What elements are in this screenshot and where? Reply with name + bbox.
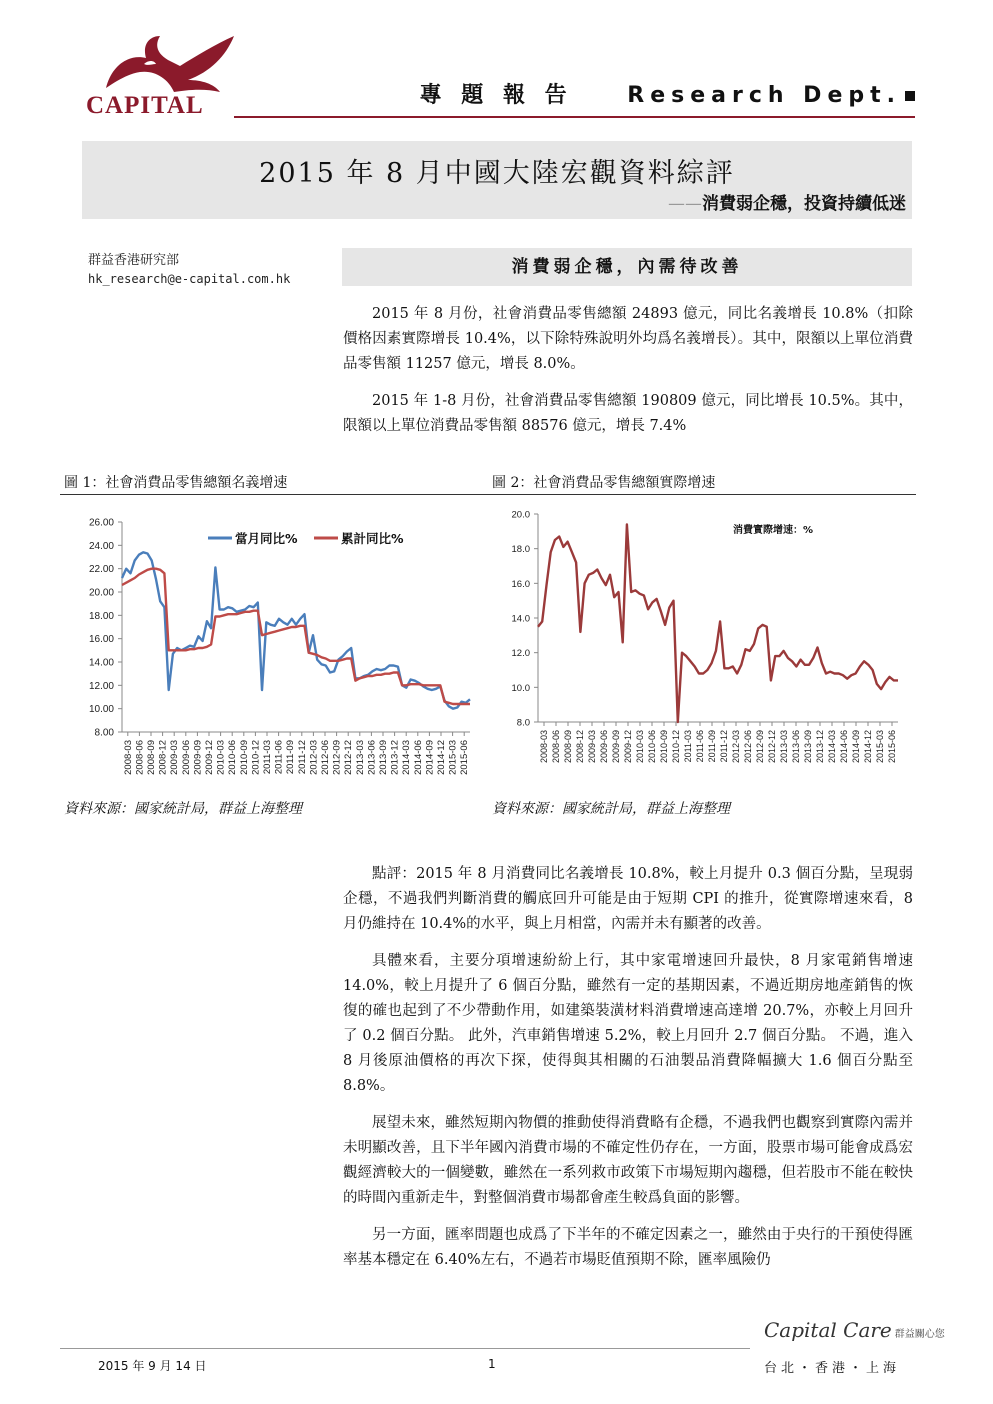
x-tick-label: 2011-12	[296, 740, 308, 775]
x-tick-label: 2009-12	[623, 730, 633, 764]
y-tick-label: 16.0	[511, 578, 530, 590]
y-tick-label: 10.00	[88, 704, 114, 716]
x-tick-label: 2009-09	[192, 740, 204, 775]
x-tick-label: 2009-06	[599, 730, 609, 764]
x-tick-label: 2010-09	[238, 740, 250, 775]
y-tick-label: 12.00	[88, 680, 114, 692]
x-tick-label: 2012-09	[755, 730, 765, 764]
y-tick-label: 12.0	[511, 648, 530, 660]
x-tick-label: 2015-06	[887, 730, 897, 764]
brand-slogan-cn: 群益關心您	[894, 1329, 945, 1340]
x-tick-label: 2011-06	[695, 730, 705, 763]
figure-1-source: 資料來源：國家統計局，群益上海整理	[64, 801, 302, 817]
x-tick-label: 2011-09	[707, 730, 717, 763]
x-tick-label: 2015-03	[447, 740, 459, 775]
x-tick-label: 2008-06	[134, 740, 146, 775]
logo-wordmark: CAPITAL	[86, 92, 204, 119]
x-tick-label: 2009-09	[611, 730, 621, 764]
x-tick-label: 2008-03	[122, 740, 134, 775]
footer-cities: 台北・香港・上海	[764, 1361, 901, 1376]
chart-nominal-growth	[60, 498, 480, 798]
x-tick-label: 2009-12	[204, 740, 215, 775]
body-text	[343, 862, 913, 1273]
series-line-2	[122, 569, 470, 704]
x-tick-label: 2012-06	[320, 740, 331, 775]
x-tick-label: 2014-09	[424, 740, 436, 775]
y-tick-label: 22.00	[88, 564, 114, 576]
figure-rule	[60, 494, 916, 495]
x-tick-label: 2010-12	[250, 740, 262, 775]
x-tick-label: 2013-06	[366, 740, 378, 775]
x-tick-label: 2012-12	[767, 730, 777, 764]
section-heading: 消費弱企穩，內需待改善	[342, 248, 912, 286]
title-box	[82, 141, 912, 219]
x-tick-label: 2014-03	[827, 730, 837, 764]
dept-label: Research Dept.	[627, 83, 901, 108]
x-tick-label: 2010-09	[659, 730, 669, 764]
report-label: 專 題 報 告	[419, 83, 573, 108]
paragraph: 2015 年 8 月份，社會消費品零售總額 24893 億元，同比名義增長 10.8%（扣除價格因素實際增長 10.4%，以下除特殊說明外均爲名義增長）。其中，限額以上單位消費品零售額 11257 億元，增長 8.0%。	[343, 306, 913, 372]
legend-label-2: 累計同比%	[341, 531, 404, 546]
y-tick-label: 20.0	[511, 509, 530, 521]
square-bullet-icon	[905, 91, 915, 101]
paragraph: 另一方面，匯率問題也成爲了下半年的不確定因素之一，雖然由于央行的干預使得匯率基本穩定在 6.40%左右，不過若市場貶值預期不除，匯率風險仍	[343, 1227, 913, 1268]
figure-2-caption: 圖 2：社會消費品零售總額實際增速	[492, 475, 716, 491]
series-line-1	[538, 524, 898, 722]
x-tick-label: 2008-12	[157, 740, 169, 775]
brand-slogan: Capital Care	[764, 1318, 892, 1342]
y-tick-label: 14.0	[511, 613, 530, 625]
x-tick-label: 2012-06	[743, 730, 753, 764]
report-header	[420, 78, 915, 109]
header-rule	[234, 116, 915, 118]
x-tick-label: 2008-12	[575, 730, 585, 764]
x-tick-label: 2014-06	[412, 740, 424, 775]
x-tick-label: 2015-06	[459, 740, 471, 775]
x-tick-label: 2014-09	[851, 730, 861, 764]
x-tick-label: 2009-03	[587, 730, 597, 764]
x-tick-label: 2012-09	[331, 740, 343, 775]
x-tick-label: 2011-03	[262, 740, 273, 775]
x-tick-label: 2013-12	[815, 730, 825, 764]
x-tick-label: 2015-03	[875, 730, 885, 764]
x-tick-label: 2011-12	[719, 730, 729, 763]
author-block	[88, 252, 290, 288]
x-tick-label: 2013-06	[791, 730, 801, 764]
x-tick-label: 2010-03	[215, 740, 227, 775]
x-tick-label: 2008-09	[146, 740, 157, 775]
footer-rule	[60, 1348, 750, 1349]
x-tick-label: 2009-03	[169, 740, 181, 775]
y-tick-label: 8.00	[94, 727, 114, 739]
paragraph: 2015 年 1-8 月份，社會消費品零售總額 190809 億元，同比增長 10.5%。其中，限額以上單位消費品零售額 88576 億元，增長 7.4%	[343, 393, 913, 434]
x-tick-label: 2010-06	[647, 730, 657, 764]
x-tick-label: 2011-09	[285, 740, 297, 775]
footer-date: 2015 年 9 月 14 日	[98, 1359, 207, 1373]
intro-text	[343, 302, 913, 439]
x-tick-label: 2014-06	[839, 730, 849, 764]
page-title: 2015 年 8 月中國大陸宏觀資料綜評	[259, 158, 735, 189]
y-tick-label: 8.0	[516, 717, 530, 729]
author-org: 群益香港研究部	[88, 253, 180, 268]
x-tick-label: 2013-09	[378, 740, 389, 775]
x-tick-label: 2014-12	[863, 730, 873, 764]
x-tick-label: 2009-06	[180, 740, 192, 775]
x-tick-label: 2011-03	[683, 730, 693, 763]
paragraph: 點評：2015 年 8 月消費同比名義增長 10.8%，較上月提升 0.3 個百分點，呈現弱企穩，不過我們判斷消費的觸底回升可能是由于短期 CPI 的推升，從實際增速來看，8 月仍維持在 10.4%的水平，與上月相當，內需并未有顯著的改善。	[343, 866, 913, 932]
x-tick-label: 2010-06	[227, 740, 239, 775]
page-subtitle	[668, 189, 906, 214]
x-tick-label: 2010-12	[671, 730, 681, 764]
x-tick-label: 2008-03	[539, 730, 549, 764]
paragraph: 展望未來，雖然短期內物價的推動使得消費略有企穩，不過我們也觀察到實際內需并未明顯改善，且下半年國內消費市場的不確定性仍存在，一方面，股票市場可能會成爲宏觀經濟較大的一個變數，雖然在一系列救市政策下市場短期內趨穩，但若股市不能在較快的時間內重新走牛，對整個消費市場都會產生較爲負面的影響。	[343, 1115, 913, 1206]
x-tick-label: 2012-12	[343, 740, 355, 775]
figure-2-source: 資料來源：國家統計局，群益上海整理	[492, 801, 730, 817]
x-tick-label: 2008-06	[551, 730, 561, 764]
figure-1-caption: 圖 1：社會消費品零售總額名義增速	[64, 475, 288, 491]
x-tick-label: 2013-03	[354, 740, 366, 775]
y-tick-label: 14.00	[88, 657, 114, 669]
y-tick-label: 10.0	[511, 682, 530, 694]
author-email: hk_research@e-capital.com.hk	[88, 272, 291, 286]
footer-brand	[764, 1318, 945, 1342]
x-tick-label: 2010-03	[635, 730, 645, 764]
y-tick-label: 20.00	[88, 587, 114, 599]
x-tick-label: 2014-12	[436, 740, 447, 775]
paragraph: 具體來看，主要分項增速紛紛上行，其中家電增速回升最快，8 月家電銷售增速 14.0%，較上月提升了 6 個百分點，雖然有一定的基期因素，不過近期房地產銷售的恢復的確也起到了不少帶動作用，如建築裝潢材料消費增速高達增 20.7%，亦較上月回升了 0.2 個百分點。 此外，汽車銷售增速 5.2%，較上月回升 2.7 個百分點。 不過，進入 8 月後原油價格的再次下探，使得與其相關的石油製品消費降幅擴大 1.6 個百分點至 8.8%。	[343, 953, 913, 1094]
x-tick-label: 2013-09	[803, 730, 813, 764]
y-tick-label: 16.00	[88, 634, 114, 646]
y-tick-label: 18.0	[511, 544, 530, 556]
x-tick-label: 2012-03	[731, 730, 741, 764]
x-tick-label: 2013-12	[389, 740, 401, 775]
x-tick-label: 2011-06	[273, 740, 285, 775]
chart-real-growth	[488, 498, 916, 798]
subtitle-text: 消費弱企穩，投資持續低迷	[702, 194, 906, 214]
x-tick-label: 2012-03	[308, 740, 320, 775]
y-tick-label: 26.00	[88, 517, 114, 529]
x-tick-label: 2008-09	[563, 730, 573, 764]
chart-2-title: 消費實際增速：%	[733, 525, 814, 536]
x-tick-label: 2013-03	[779, 730, 789, 764]
legend-label-1: 當月同比%	[235, 531, 298, 546]
y-tick-label: 18.00	[88, 610, 114, 622]
subtitle-dash: ——	[668, 194, 702, 214]
page-number: 1	[488, 1357, 496, 1371]
y-tick-label: 24.00	[88, 540, 114, 552]
x-tick-label: 2014-03	[401, 740, 413, 775]
